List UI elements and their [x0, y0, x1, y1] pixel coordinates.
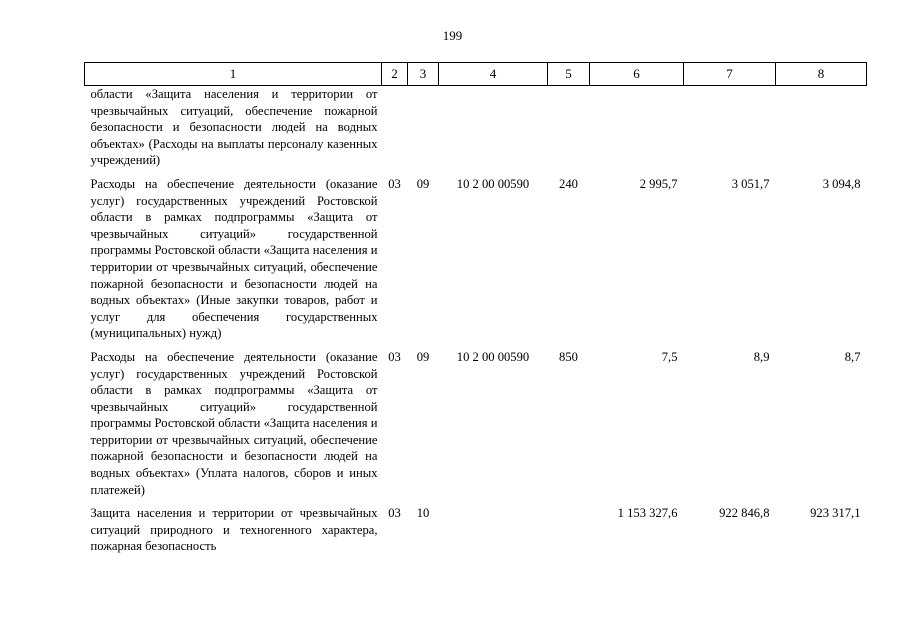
- row-amount-col6: [590, 86, 684, 169]
- budget-table: [84, 62, 867, 555]
- table-row: [85, 169, 867, 342]
- row-amount-col8: 8,7: [844, 349, 861, 364]
- row-description: Защита населения и территории от чрезвычайных ситуаций природного и техногенного характера, пожарная безопасность: [90, 506, 378, 554]
- row-section-code: 03: [388, 349, 401, 364]
- row-amount-col7: 922 846,8: [719, 506, 770, 521]
- table-row: [85, 342, 867, 498]
- row-amount-col7: 8,9: [753, 349, 770, 364]
- row-amount-col7: 3 051,7: [731, 176, 770, 191]
- row-subsection-code: 09: [416, 349, 430, 364]
- row-amount-col8: 3 094,8: [822, 176, 861, 191]
- row-expense-type-code: 850: [559, 349, 578, 364]
- row-amount-col6: 2 995,7: [639, 176, 678, 191]
- column-header: 2: [382, 63, 408, 86]
- row-target-article-code: [439, 498, 548, 555]
- row-amount-col7: [684, 86, 776, 169]
- table-header-row: [85, 63, 867, 86]
- table-row: [85, 86, 867, 169]
- column-header: 5: [548, 63, 590, 86]
- column-header: 6: [590, 63, 684, 86]
- row-description: Расходы на обеспечение деятельности (оказание услуг) государственных учреждений Ростовской области в рамках подпрограммы «Защита от чрезвычайных ситуаций» государственной программы Ростовской области «Защита населения и территории от чрезвычайных ситуаций, обеспечение пожарной безопасности и безопасности людей на водных объектах» (Иные закупки товаров, работ и услуг для обеспечения государственных (муниципальных) нужд): [90, 176, 378, 341]
- row-subsection-code: 10: [416, 506, 430, 521]
- row-description: области «Защита населения и территории от чрезвычайных ситуаций, обеспечение пожарной безопасности и безопасности людей на водных объектах» (Расходы на выплаты персоналу казенных учреждений): [90, 87, 378, 168]
- row-target-article-code: [439, 86, 548, 169]
- row-expense-type-code: [548, 86, 590, 169]
- row-subsection-code: [408, 86, 439, 169]
- row-description: Расходы на обеспечение деятельности (оказание услуг) государственных учреждений Ростовской области в рамках подпрограммы «Защита от чрезвычайных ситуаций» государственной программы Ростовской области «Защита населения и территории от чрезвычайных ситуаций, обеспечение пожарной безопасности и безопасности людей на водных объектах» (Уплата налогов, сборов и иных платежей): [90, 349, 378, 497]
- row-subsection-code: 09: [416, 176, 430, 191]
- column-header: 7: [684, 63, 776, 86]
- table-row: [85, 498, 867, 555]
- row-section-code: [382, 86, 408, 169]
- row-target-article-code: 10 2 00 00590: [456, 176, 530, 191]
- row-expense-type-code: [548, 498, 590, 555]
- row-amount-col6: 1 153 327,6: [617, 506, 678, 521]
- column-header: 8: [776, 63, 867, 86]
- row-section-code: 03: [388, 506, 401, 521]
- row-amount-col8: 923 317,1: [810, 506, 861, 521]
- row-target-article-code: 10 2 00 00590: [456, 349, 530, 364]
- row-section-code: 03: [388, 176, 401, 191]
- page-number: 199: [442, 28, 463, 43]
- column-header: 1: [85, 63, 382, 86]
- row-expense-type-code: 240: [559, 176, 578, 191]
- column-header: 4: [439, 63, 548, 86]
- row-amount-col6: 7,5: [661, 349, 678, 364]
- column-header: 3: [408, 63, 439, 86]
- row-amount-col8: [776, 86, 867, 169]
